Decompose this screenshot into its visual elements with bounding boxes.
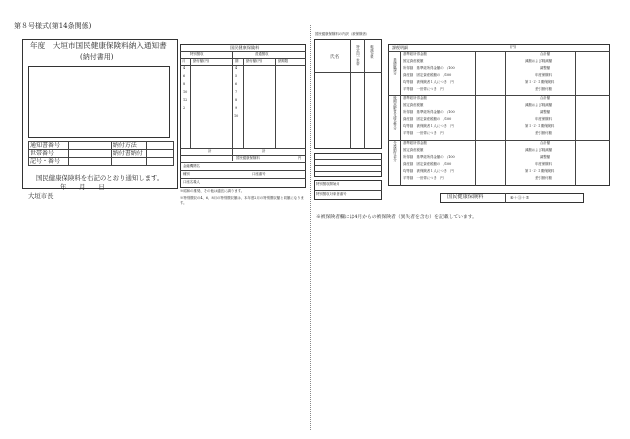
special-header: 特別徴収	[190, 52, 204, 56]
calc-right-label: 減額および軽減額	[525, 59, 553, 63]
calc-left-label: 資産割 固定資産税額の /100	[403, 117, 452, 121]
notice-subtitle: (納付書用)	[80, 53, 114, 61]
period-number: 9	[235, 106, 238, 110]
payment-header: 国民健康保険料	[230, 45, 260, 50]
grid-line	[350, 39, 351, 149]
normal-total-label: 計	[262, 149, 266, 153]
special-month: 12	[183, 98, 188, 102]
calc-left-label: 基準総所得金額	[403, 96, 427, 100]
calc-left-label: 固定資産税額	[403, 103, 424, 107]
account-label: 口座番号	[252, 172, 266, 176]
special-month: 8	[183, 82, 186, 86]
member-header: 国民健康保険料の内訳（被保険者）	[315, 32, 370, 36]
divider	[180, 162, 306, 163]
issuer: 大垣市長	[28, 192, 54, 200]
grid-line	[400, 51, 401, 186]
member-name-col: 氏名	[330, 55, 340, 60]
grid-line	[505, 51, 506, 186]
grid-line	[243, 58, 244, 148]
footnote: ※被保険者欄には4月からの被保険者（異失者を含む）を記載しています。	[316, 215, 477, 220]
normal-header: 普通徴収	[255, 52, 269, 56]
info-value	[111, 158, 146, 166]
info-value	[69, 142, 111, 150]
col-due-date: 納期限	[278, 59, 289, 63]
calc-left-label: 所得割 基準総所得金額の /100	[403, 155, 455, 159]
calc-left-label: 固定資産税額	[403, 148, 424, 152]
nhi-label: 国民健康保険料	[236, 156, 260, 160]
notice-title: 年度 大垣市国民健康保険料納入通知書	[30, 41, 167, 50]
grid-line	[575, 51, 576, 186]
note-2: ※特別徴収の4、6、8月の特別徴収額は、本年度2月の特別徴収額と同額になります。	[180, 196, 304, 206]
special-month: 4	[183, 66, 186, 70]
calc-right-label: 年度保険料	[535, 162, 552, 166]
yen-label: 円	[298, 156, 302, 160]
calc-right-label: 第１·２·３期保険料	[525, 124, 555, 128]
calc-right-label: 合計額	[540, 141, 551, 145]
info-value	[146, 158, 173, 166]
period-number: 10	[234, 114, 239, 118]
calc-right-label: 第１·２·３期保険料	[525, 80, 555, 84]
divider	[180, 148, 306, 149]
calc-right-label: 減額および軽減額	[525, 148, 553, 152]
calc-right-label: 調整額	[540, 66, 551, 70]
fold-line	[310, 25, 311, 430]
type-label: 種別	[183, 172, 190, 176]
info-value	[69, 158, 111, 166]
calc-left-label: 資産割 固定資産税額の /100	[403, 73, 452, 77]
special-target-label: 特別徴収対象者番号	[316, 192, 347, 196]
info-label-slip-payment: 納付書納付	[111, 150, 146, 158]
notice-text: 国民健康保険料を右記のとおり通知します。	[36, 174, 164, 182]
special-start-label: 特別徴収開始月	[316, 182, 340, 186]
calc-right-label: 調整額	[540, 110, 551, 114]
section-title-care: 介護納付金分	[392, 141, 397, 162]
section-title-basic: 基礎賦課分	[392, 58, 397, 75]
calc-left-label: 所得割 基準総所得金額の /100	[403, 66, 455, 70]
info-table	[28, 141, 174, 166]
calc-left-label: 固定資産税額	[403, 59, 424, 63]
period-number: 7	[235, 90, 238, 94]
info-value	[146, 142, 173, 150]
divider	[180, 178, 306, 179]
calc-right-label: 減額および軽減額	[525, 103, 553, 107]
col-special-amount: 納付額(円)	[193, 59, 210, 63]
member-check-1: 特定同一世帯	[355, 45, 360, 66]
bank-label: 金融機関名	[183, 164, 200, 168]
holder-label: 口座名義人	[183, 180, 200, 184]
info-label-notice-no: 通知書番号	[29, 142, 69, 150]
info-value	[146, 150, 173, 158]
notice-date: 年 月 日	[60, 183, 105, 191]
calc-left-label: 均等割 被保険者１人につき 円	[403, 169, 454, 173]
special-month: 10	[183, 90, 188, 94]
calc-right-label: 合計額	[540, 52, 551, 56]
calc-right-label: 差引納付額	[535, 87, 552, 91]
summary-label: 国民健康保険料	[447, 194, 484, 200]
calc-left-label: 基準総所得金額	[403, 52, 427, 56]
period-number: 4	[235, 66, 238, 70]
grid-line	[232, 51, 233, 161]
note-1: ※昭和の推奨、その他は適宜に調ります。	[180, 189, 245, 193]
section-title-support: 後期高齢者支援金等分	[392, 96, 397, 130]
calc-left-label: 均等割 被保険者１人につき 円	[403, 124, 454, 128]
period-number: 5	[235, 74, 238, 78]
calc-right-label: 調整額	[540, 155, 551, 159]
calc-right-label: 差引納付額	[535, 176, 552, 180]
info-label-symbol-no: 記号・番号	[29, 158, 69, 166]
calc-left-label: 資産割 固定資産税額の /100	[403, 162, 452, 166]
grid-line	[190, 58, 191, 148]
calc-left-label: 平等割 一世帯につき 円	[403, 176, 444, 180]
calc-header: 課税明細	[392, 45, 408, 50]
divider	[314, 165, 382, 166]
calc-left-label: 平等割 一世帯につき 円	[403, 87, 444, 91]
member-check-2: 軽減対象	[369, 45, 374, 59]
period-number: 6	[235, 82, 238, 86]
divider	[314, 159, 382, 160]
address-box	[28, 66, 170, 138]
divider	[314, 190, 382, 191]
info-value	[69, 150, 111, 158]
divider	[314, 72, 382, 73]
period-number: 8	[235, 98, 238, 102]
divider	[180, 170, 306, 171]
grid-line	[364, 39, 365, 149]
info-label-payment-method: 納付方法	[111, 142, 146, 150]
special-month: 6	[183, 74, 186, 78]
col-period: 期	[235, 59, 239, 63]
calc-left-label: 基準総所得金額	[403, 141, 427, 145]
calc-left-label: 均等割 被保険者１人につき 円	[403, 80, 454, 84]
grid-line	[475, 51, 476, 186]
calc-right-label: 合計額	[540, 96, 551, 100]
special-month: 2	[183, 106, 186, 110]
info-label-household-no: 世帯番号	[29, 150, 69, 158]
calc-right-label: 年度保険料	[535, 117, 552, 121]
grid-line	[275, 58, 276, 148]
calc-right-label: 差引納付額	[535, 131, 552, 135]
calc-unit: (円)	[510, 45, 517, 49]
grid-line	[505, 193, 506, 203]
divider	[314, 171, 382, 172]
calc-right-label: 第１·２·３期保険料	[525, 169, 555, 173]
calc-right-label: 年度保険料	[535, 73, 552, 77]
summary-formula: ⑥＋⑪＋⑦	[510, 195, 530, 200]
col-normal-amount: 納付額(円)	[246, 59, 263, 63]
col-month: 月	[182, 59, 186, 63]
form-label: 第８号様式(第14条関係)	[14, 22, 92, 30]
calc-left-label: 所得割 基準総所得金額の /100	[403, 110, 455, 114]
calc-left-label: 平等割 一世帯につき 円	[403, 131, 444, 135]
special-total-label: 計	[208, 149, 212, 153]
